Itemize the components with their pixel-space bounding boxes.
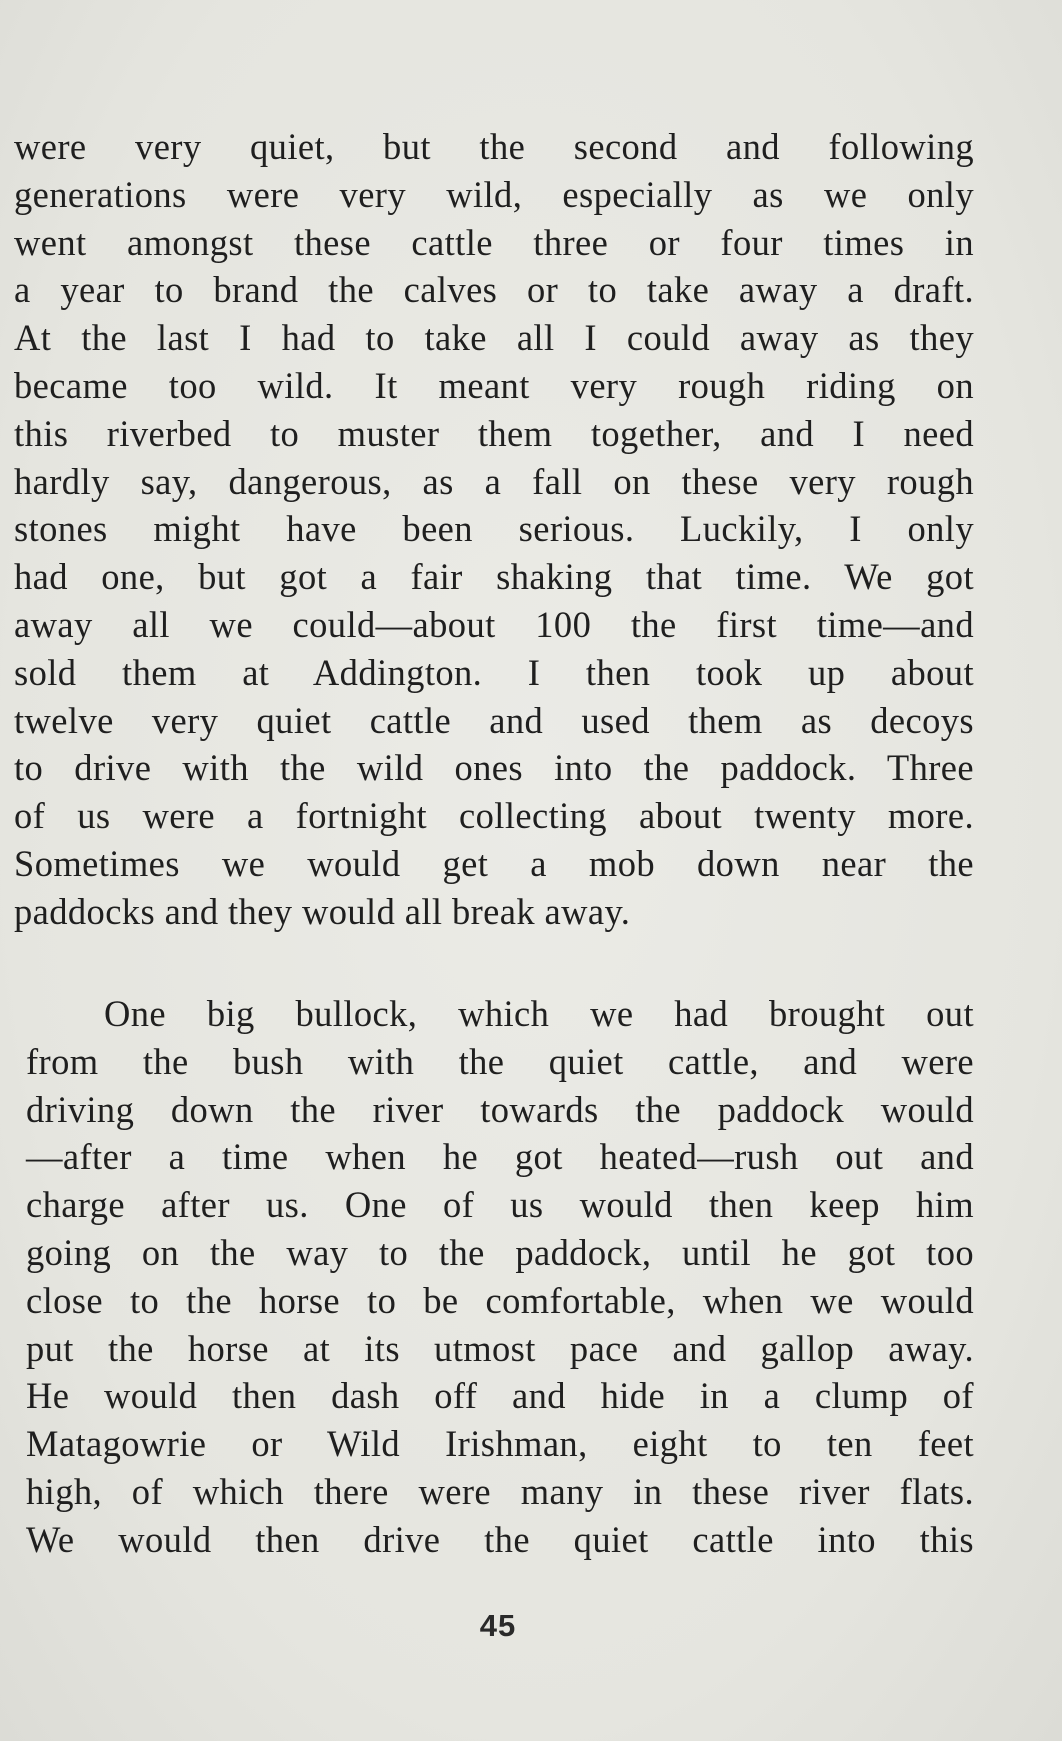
text-line: a year to brand the calves or to take away a draft. bbox=[14, 269, 974, 311]
text-line: generations were very wild, especially as we only bbox=[14, 173, 974, 215]
text-line: One big bullock, which we had brought out bbox=[104, 993, 974, 1034]
text-line: hardly say, dangerous, as a fall on these very rough bbox=[14, 460, 974, 502]
text-line: going on the way to the paddock, until he got too bbox=[26, 1231, 974, 1273]
text-line: from the bush with the quiet cattle, and were bbox=[26, 1040, 974, 1082]
text-line: went amongst these cattle three or four times in bbox=[14, 221, 974, 263]
text-line: put the horse at its utmost pace and gallop away. bbox=[26, 1327, 974, 1369]
text-line: to drive with the wild ones into the paddock. Three bbox=[14, 747, 974, 789]
text-line: of us were a fortnight collecting about twenty more. bbox=[14, 795, 974, 837]
text-line: stones might have been serious. Luckily, I only bbox=[14, 508, 974, 550]
text-line: At the last I had to take all I could away as they bbox=[14, 317, 974, 359]
text-line: He would then dash off and hide in a clump of bbox=[26, 1375, 974, 1417]
text-line: Sometimes we would get a mob down near the bbox=[14, 842, 974, 884]
text-line: were very quiet, but the second and following bbox=[14, 126, 974, 167]
text-line: sold them at Addington. I then took up about bbox=[14, 651, 974, 693]
text-line: paddocks and they would all break away. bbox=[14, 890, 631, 932]
text-line: charge after us. One of us would then keep him bbox=[26, 1184, 974, 1226]
paragraph-2 bbox=[26, 990, 974, 1564]
text-line: this riverbed to muster them together, and I need bbox=[14, 412, 974, 454]
text-line: We would then drive the quiet cattle into this bbox=[26, 1518, 974, 1560]
text-line: twelve very quiet cattle and used them as decoys bbox=[14, 699, 974, 741]
text-line: had one, but got a fair shaking that time. We got bbox=[14, 556, 974, 598]
text-line: became too wild. It meant very rough riding on bbox=[14, 364, 974, 406]
text-line: away all we could—about 100 the first time—and bbox=[14, 603, 974, 645]
text-line: high, of which there were many in these river flats. bbox=[26, 1470, 974, 1512]
paragraph-1 bbox=[14, 123, 974, 936]
text-line: —after a time when he got heated—rush out and bbox=[26, 1136, 974, 1178]
text-line: driving down the river towards the paddock would bbox=[26, 1088, 974, 1130]
text-line: close to the horse to be comfortable, when we would bbox=[26, 1279, 974, 1321]
text-line: Matagowrie or Wild Irishman, eight to ten feet bbox=[26, 1423, 974, 1465]
page-number: 45 bbox=[479, 1608, 517, 1643]
